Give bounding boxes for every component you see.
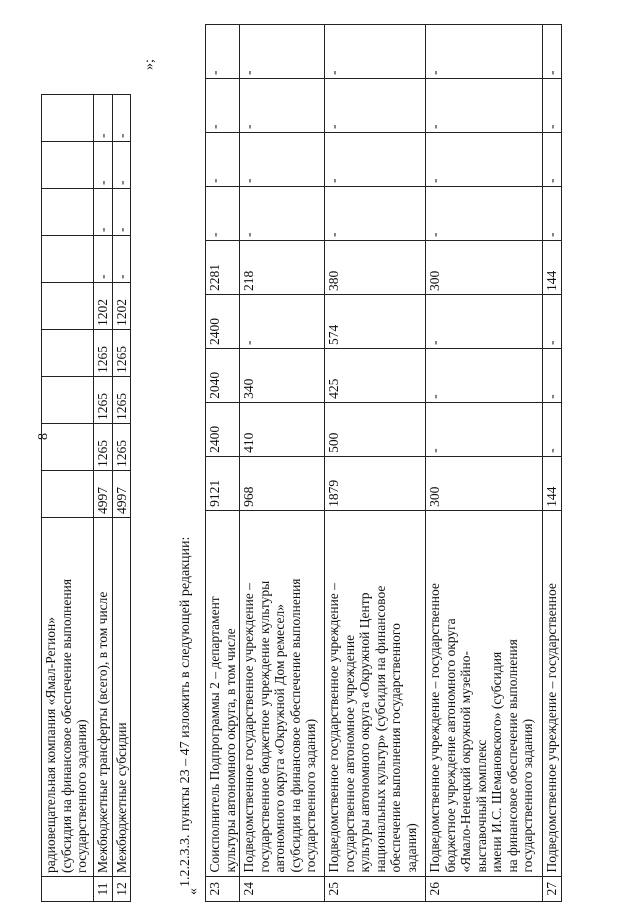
- row-name-line: автономного округа «Окружной Дом ремесел»: [272, 603, 287, 873]
- value-cell: 1265: [112, 377, 131, 424]
- row-name-line: выставочный комплекс: [473, 739, 489, 873]
- value-cell: 144: [543, 240, 562, 294]
- bottom-table-body: [206, 25, 562, 902]
- value-cell: 425: [325, 348, 426, 402]
- value-cell: 1265: [94, 330, 113, 377]
- row-name-line: задания): [403, 823, 419, 873]
- table-row: [112, 95, 131, 902]
- row-number: 11: [94, 877, 113, 902]
- value-cell: 4997: [112, 471, 131, 518]
- row-name: [543, 510, 562, 876]
- closing-quote-mark: »;: [142, 59, 157, 70]
- row-number: 12: [112, 877, 131, 902]
- value-cell: [42, 330, 94, 377]
- value-cell: 1265: [112, 330, 131, 377]
- value-cell: -: [543, 133, 562, 187]
- row-number: 24: [240, 876, 325, 901]
- table-row: [426, 25, 543, 902]
- value-cell: 144: [543, 456, 562, 510]
- opening-quote-mark: «: [186, 888, 201, 895]
- row-name-line: культуры автономного округа «Окружной Центр: [357, 592, 372, 873]
- row-number: 26: [426, 876, 543, 901]
- value-cell: -: [240, 186, 325, 240]
- row-name-line: Подведомственное учреждение – государственное: [427, 583, 442, 873]
- row-name-line: Подведомственное учреждение – государственное: [544, 583, 559, 873]
- value-cell: 218: [240, 240, 325, 294]
- value-cell: 2400: [206, 402, 240, 456]
- row-name-line: на финансовое обеспечение выполнения: [504, 639, 520, 873]
- row-name: [112, 518, 131, 877]
- value-cell: -: [240, 25, 325, 79]
- row-name-line: государственного задания): [520, 718, 535, 873]
- value-cell: -: [206, 25, 240, 79]
- row-name-line: государственное автономное учреждение: [341, 634, 357, 873]
- value-cell: -: [112, 95, 131, 142]
- page-number: 8: [36, 433, 51, 440]
- value-cell: -: [426, 402, 543, 456]
- bottom-table: [205, 24, 562, 902]
- row-name: [94, 518, 113, 877]
- value-cell: -: [94, 236, 113, 283]
- row-name-line: бюджетное учреждение автономного округа: [442, 618, 458, 873]
- value-cell: -: [206, 186, 240, 240]
- value-cell: 1202: [112, 283, 131, 330]
- value-cell: [42, 377, 94, 424]
- value-cell: 500: [325, 402, 426, 456]
- value-cell: -: [240, 294, 325, 348]
- value-cell: 1265: [94, 424, 113, 471]
- top-table-body: [42, 95, 131, 902]
- row-name-line: государственного задания): [303, 718, 318, 873]
- value-cell: 300: [426, 456, 543, 510]
- value-cell: 2400: [206, 294, 240, 348]
- value-cell: 1265: [94, 377, 113, 424]
- row-name: [426, 510, 543, 876]
- value-cell: [42, 471, 94, 518]
- value-cell: -: [206, 133, 240, 187]
- value-cell: -: [543, 79, 562, 133]
- value-cell: 574: [325, 294, 426, 348]
- row-name-line: имени И.С. Шемановского» (субсидия: [489, 651, 504, 873]
- instruction-text: 1.2.2.3.3. пункты 23 – 47 изложить в следующей редакции:: [178, 536, 193, 887]
- value-cell: 410: [240, 402, 325, 456]
- value-cell: 300: [426, 240, 543, 294]
- row-name-line: государственного задания): [74, 719, 89, 873]
- value-cell: -: [543, 294, 562, 348]
- value-cell: -: [543, 186, 562, 240]
- value-cell: [42, 142, 94, 189]
- value-cell: 1202: [94, 283, 113, 330]
- row-name-line: «Ямало-Ненецкий окружной музейно-: [458, 651, 473, 873]
- row-name: [325, 510, 426, 876]
- row-number: 23: [206, 876, 240, 901]
- value-cell: [42, 236, 94, 283]
- value-cell: [42, 283, 94, 330]
- value-cell: 4997: [94, 471, 113, 518]
- value-cell: 1265: [112, 424, 131, 471]
- value-cell: -: [94, 189, 113, 236]
- value-cell: -: [112, 189, 131, 236]
- value-cell: -: [543, 402, 562, 456]
- value-cell: 380: [325, 240, 426, 294]
- row-name-line: Межбюджетные трансферты (всего), в том числе: [95, 591, 110, 873]
- row-number: 27: [543, 876, 562, 901]
- table-row: [42, 95, 94, 902]
- value-cell: 2040: [206, 348, 240, 402]
- row-name: [206, 510, 240, 876]
- row-name-line: (субсидия на финансовое обеспечение выполнения: [287, 578, 303, 873]
- value-cell: -: [325, 133, 426, 187]
- value-cell: [42, 189, 94, 236]
- value-cell: 340: [240, 348, 325, 402]
- table-row: [206, 25, 240, 902]
- value-cell: -: [240, 133, 325, 187]
- table-row: [543, 25, 562, 902]
- value-cell: -: [426, 186, 543, 240]
- value-cell: -: [325, 79, 426, 133]
- table-row: [325, 25, 426, 902]
- row-name-line: обеспечение выполнения государственного: [388, 623, 403, 873]
- value-cell: -: [112, 236, 131, 283]
- value-cell: -: [426, 294, 543, 348]
- value-cell: -: [543, 348, 562, 402]
- value-cell: -: [426, 133, 543, 187]
- table-row: [240, 25, 325, 902]
- table-row: [94, 95, 113, 902]
- value-cell: 1879: [325, 456, 426, 510]
- value-cell: -: [206, 79, 240, 133]
- row-number: [42, 877, 94, 902]
- row-number: 25: [325, 876, 426, 901]
- row-name-line: радиовещательная компания «Ямал-Регион»: [43, 616, 58, 873]
- value-cell: [42, 424, 94, 471]
- value-cell: -: [426, 79, 543, 133]
- row-name-line: Подведомственное государственное учреждение –: [326, 583, 341, 873]
- row-name: [42, 518, 94, 877]
- value-cell: -: [426, 25, 543, 79]
- row-name-line: Межбюджетные субсидии: [113, 722, 129, 873]
- value-cell: -: [325, 186, 426, 240]
- row-name: [240, 510, 325, 876]
- row-name-line: государственное бюджетное учреждение культуры: [256, 580, 272, 873]
- top-table: [41, 94, 131, 902]
- row-name-line: культуры автономного округа, в том числе: [222, 628, 238, 873]
- row-name-line: национальных культур» (субсидия на финансовое: [372, 585, 388, 873]
- value-cell: -: [426, 348, 543, 402]
- value-cell: -: [94, 95, 113, 142]
- row-name-line: (субсидия на финансовое обеспечение выполнения: [58, 578, 74, 873]
- row-name-line: Соисполнитель Подпрограммы 2 – департамент: [207, 596, 222, 873]
- value-cell: 968: [240, 456, 325, 510]
- value-cell: -: [94, 142, 113, 189]
- row-name-line: Подведомственное государственное учреждение –: [241, 583, 256, 873]
- value-cell: -: [240, 79, 325, 133]
- value-cell: -: [325, 25, 426, 79]
- value-cell: 2281: [206, 240, 240, 294]
- value-cell: 9121: [206, 456, 240, 510]
- value-cell: -: [112, 142, 131, 189]
- value-cell: -: [543, 25, 562, 79]
- value-cell: [42, 95, 94, 142]
